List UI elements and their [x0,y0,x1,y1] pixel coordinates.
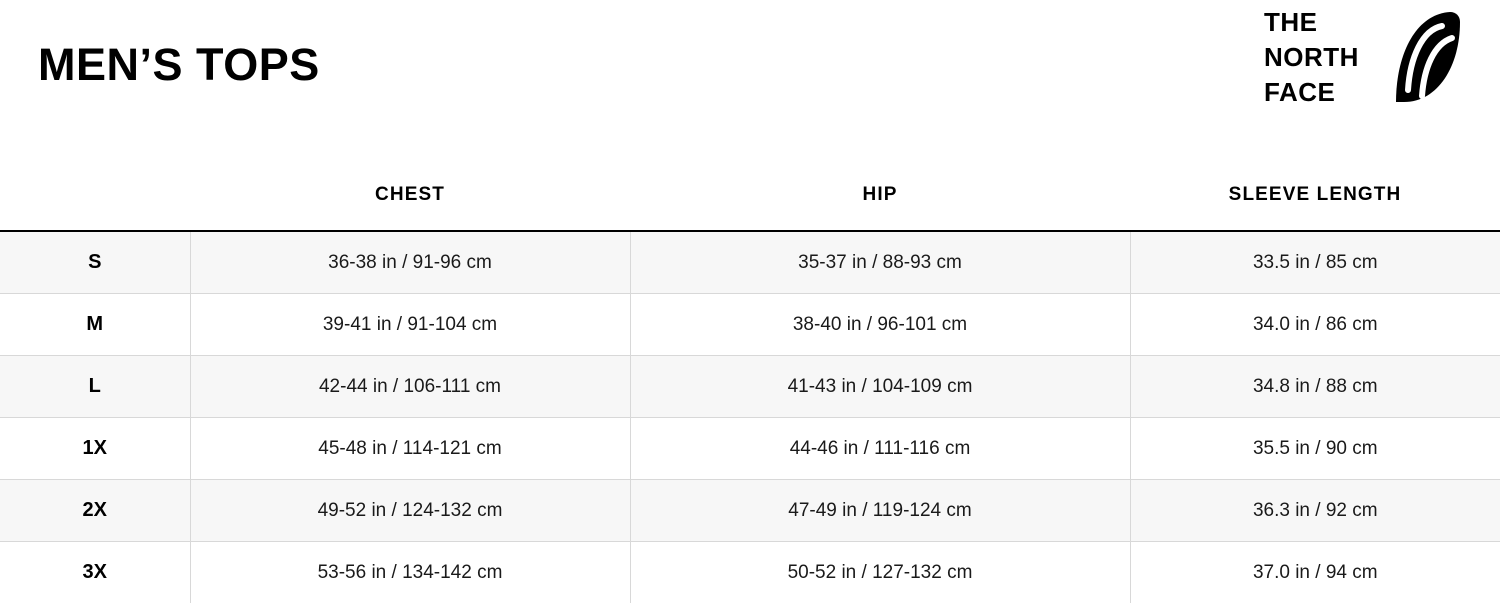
cell-chest: 36-38 in / 91-96 cm [190,231,630,294]
table-row [0,542,1500,603]
cell-size: 1X [0,418,190,480]
cell-chest: 39-41 in / 91-104 cm [190,294,630,356]
column-header-size [0,160,190,231]
page-title: MEN’S TOPS [38,42,320,87]
cell-sleeve: 34.0 in / 86 cm [1130,294,1500,356]
table-row [0,356,1500,418]
cell-hip: 50-52 in / 127-132 cm [630,542,1130,603]
table-row [0,231,1500,294]
cell-sleeve: 37.0 in / 94 cm [1130,542,1500,603]
cell-size: L [0,356,190,418]
cell-chest: 53-56 in / 134-142 cm [190,542,630,603]
cell-hip: 38-40 in / 96-101 cm [630,294,1130,356]
north-face-dome-icon [1394,10,1464,104]
page-header [0,0,1500,160]
cell-chest: 42-44 in / 106-111 cm [190,356,630,418]
table-row [0,480,1500,542]
cell-size: M [0,294,190,356]
column-header-hip: HIP [630,160,1130,231]
brand-line-3: FACE [1264,78,1335,106]
table-row [0,294,1500,356]
cell-sleeve: 34.8 in / 88 cm [1130,356,1500,418]
cell-hip: 41-43 in / 104-109 cm [630,356,1130,418]
size-chart-table [0,160,1500,603]
cell-size: 2X [0,480,190,542]
brand-logo [1264,8,1464,106]
cell-size: 3X [0,542,190,603]
cell-size: S [0,231,190,294]
cell-sleeve: 36.3 in / 92 cm [1130,480,1500,542]
brand-wordmark [1264,8,1396,106]
cell-chest: 45-48 in / 114-121 cm [190,418,630,480]
cell-hip: 44-46 in / 111-116 cm [630,418,1130,480]
cell-hip: 47-49 in / 119-124 cm [630,480,1130,542]
cell-chest: 49-52 in / 124-132 cm [190,480,630,542]
brand-line-1: THE [1264,8,1318,36]
table-row [0,418,1500,480]
cell-hip: 35-37 in / 88-93 cm [630,231,1130,294]
brand-line-2: NORTH [1264,43,1359,71]
table-header-row [0,160,1500,231]
cell-sleeve: 33.5 in / 85 cm [1130,231,1500,294]
cell-sleeve: 35.5 in / 90 cm [1130,418,1500,480]
column-header-chest: CHEST [190,160,630,231]
column-header-sleeve-length: SLEEVE LENGTH [1130,160,1500,231]
